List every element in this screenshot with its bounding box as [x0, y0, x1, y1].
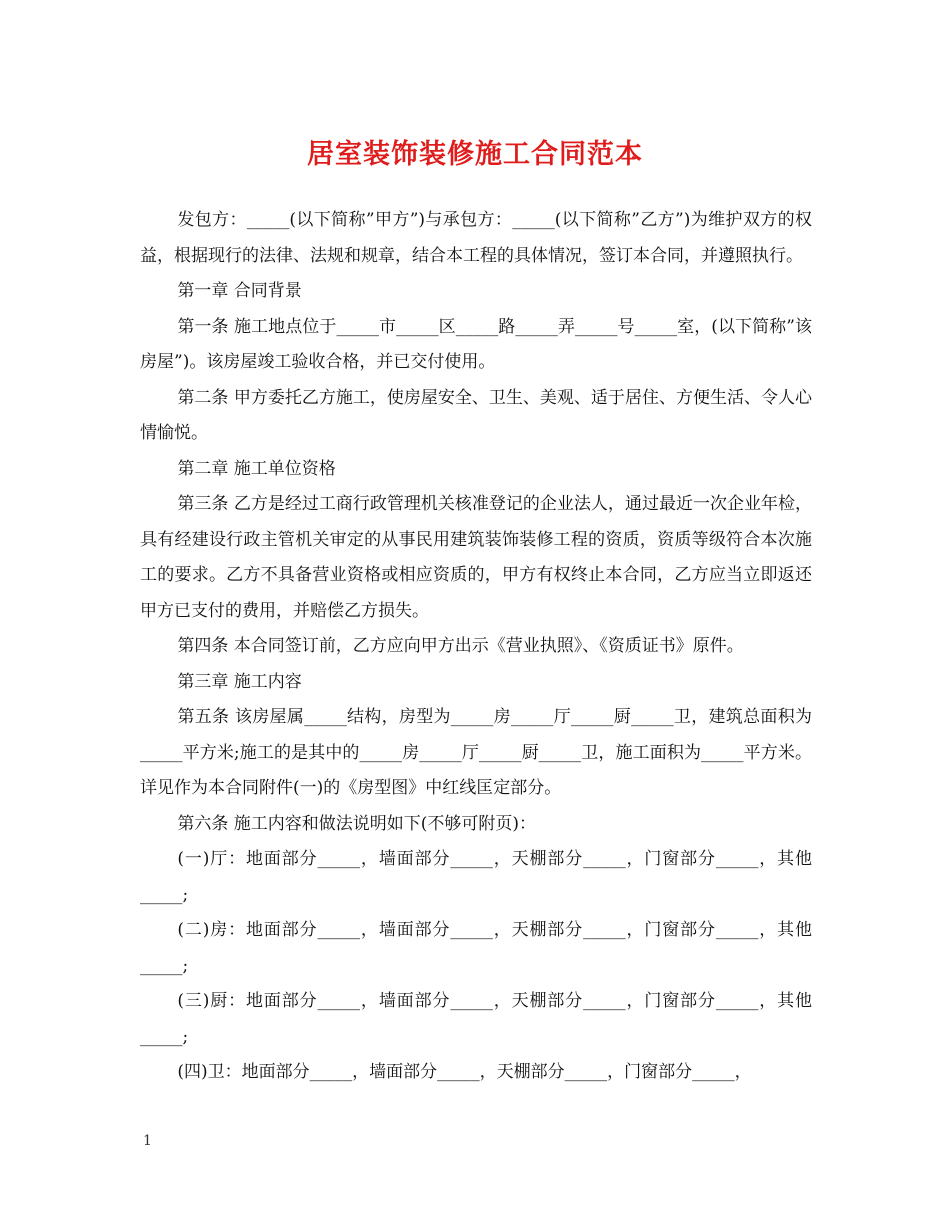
item-kitchen: (三)厨：地面部分_____，墙面部分_____，天棚部分_____，门窗部分_____，其他_____; — [140, 991, 812, 1047]
article-6: 第六条 施工内容和做法说明如下(不够可附页)： — [177, 813, 537, 834]
paragraph-preamble: 发包方：_____(以下简称”甲方”)与承包方：_____(以下简称”乙方”)为维护双方的权益，根据现行的法律、法规和规章，结合本工程的具体情况，签订本合同，并遵照执行。 — [140, 210, 812, 266]
item-room: (二)房：地面部分_____，墙面部分_____，天棚部分_____，门窗部分_____，其他_____; — [140, 920, 812, 976]
chapter-2-heading: 第二章 施工单位资格 — [177, 458, 336, 479]
article-2: 第二条 甲方委托乙方施工，使房屋安全、卫生、美观、适于居住、方便生活、令人心情愉悦。 — [140, 387, 812, 443]
chapter-1-heading: 第一章 合同背景 — [177, 281, 302, 301]
item-hall: (一)厅：地面部分_____，墙面部分_____，天棚部分_____，门窗部分_____，其他_____; — [140, 849, 812, 905]
document-title: 居室装饰装修施工合同范本 — [307, 139, 643, 170]
chapter-3-heading: 第三章 施工内容 — [177, 671, 302, 692]
document-body — [140, 203, 812, 1091]
article-1: 第一条 施工地点位于_____市_____区_____路_____弄_____号_____室，(以下简称”该房屋”)。该房屋竣工验收合格，并已交付使用。 — [140, 316, 812, 372]
item-bathroom: (四)卫：地面部分_____，墙面部分_____，天棚部分_____，门窗部分_____， — [177, 1062, 752, 1082]
article-5: 第五条 该房屋属_____结构，房型为_____房_____厅_____厨_____卫，建筑总面积为_____平方米;施工的是其中的_____房_____厅_____厨_____卫，施工面积为_____平方米。详见作为本合同附件(一)的《房型图》中红线匡定部分。 — [140, 707, 812, 798]
article-4: 第四条 本合同签订前，乙方应向甲方出示《营业执照》、《资质证书》原件。 — [177, 636, 744, 656]
page-number: 1 — [143, 1133, 152, 1149]
article-3: 第三条 乙方是经过工商行政管理机关核准登记的企业法人，通过最近一次企业年检，具有经建设行政主管机关审定的从事民用建筑装饰装修工程的资质，资质等级符合本次施工的要求。乙方不具备营业资格或相应资质的，甲方有权终止本合同，乙方应当立即返还甲方已支付的费用，并赔偿乙方损失。 — [140, 494, 812, 621]
